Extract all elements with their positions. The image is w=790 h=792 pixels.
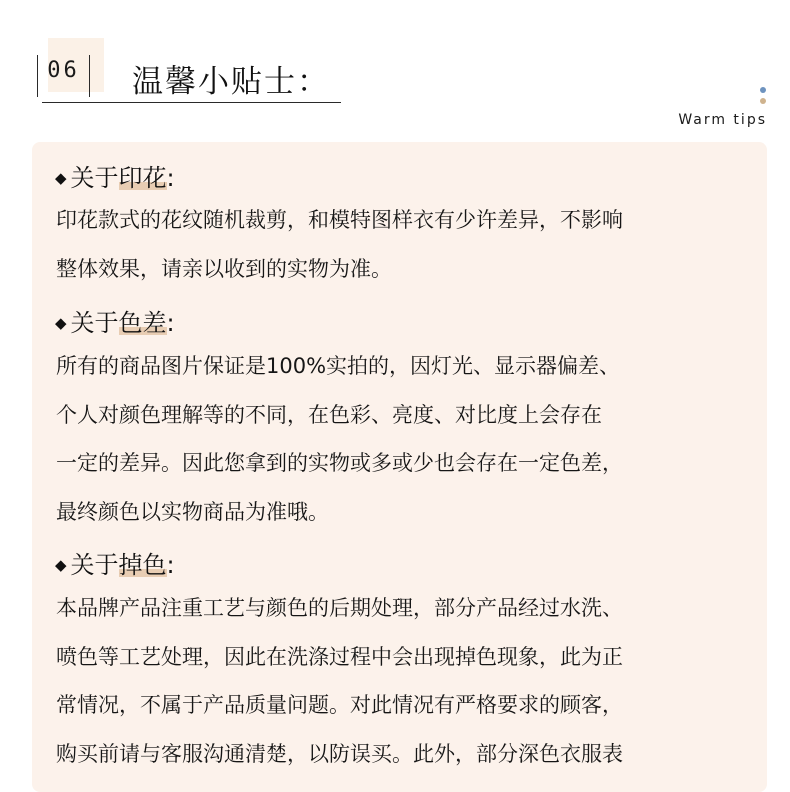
- warm-tips-subtitle: Warm tips: [678, 112, 767, 128]
- body-line: 整体效果，请亲以收到的实物为准。: [56, 256, 392, 281]
- heading-keyword: 掉色: [118, 551, 167, 579]
- diamond-bullet-icon: ◆: [55, 314, 67, 332]
- page-title: 温馨小贴士：: [132, 64, 330, 100]
- body-line: 一定的差异。因此您拿到的实物或多或少也会存在一定色差，: [56, 451, 623, 475]
- diamond-bullet-icon: ◆: [55, 169, 67, 187]
- heading-keyword: 印花: [118, 164, 167, 192]
- decorative-dot-blue: [760, 87, 766, 93]
- title-underline: [42, 102, 341, 103]
- heading-prefix: 关于: [70, 164, 119, 192]
- section-body-print: [56, 196, 756, 293]
- section-heading-color-diff: [55, 303, 175, 338]
- body-line: 个人对颜色理解等的不同，在色彩、亮度、对比度上会存在: [56, 402, 602, 427]
- body-line: 最终颜色以实物商品为准哦。: [56, 499, 329, 524]
- body-line: 印花款式的花纹随机裁剪，和模特图样衣有少许差异，不影响: [56, 208, 623, 232]
- body-line: 常情况，不属于产品质量问题。对此情况有严格要求的顾客，: [56, 693, 623, 717]
- body-line: 所有的商品图片保证是100%实拍的，因灯光、显示器偏差、: [56, 354, 621, 378]
- section-heading-fading: [55, 545, 175, 580]
- section-number: 06: [47, 58, 80, 83]
- heading-colon: :: [166, 309, 175, 337]
- decorative-dot-tan: [760, 98, 766, 104]
- diamond-bullet-icon: ◆: [55, 556, 67, 574]
- body-line: 本品牌产品注重工艺与颜色的后期处理，部分产品经过水洗、: [56, 596, 623, 620]
- section-body-color-diff: [56, 342, 756, 536]
- body-line: 购买前请与客服沟通清楚，以防误买。此外，部分深色衣服表: [56, 741, 623, 766]
- heading-prefix: 关于: [70, 551, 119, 579]
- heading-keyword: 色差: [118, 309, 167, 337]
- heading-prefix: 关于: [70, 309, 119, 337]
- body-line: 喷色等工艺处理，因此在洗涤过程中会出现掉色现象，此为正: [56, 644, 623, 669]
- section-heading-print: [55, 158, 175, 193]
- section-body-fading: [56, 584, 756, 778]
- heading-colon: :: [166, 551, 175, 579]
- heading-colon: :: [166, 164, 175, 192]
